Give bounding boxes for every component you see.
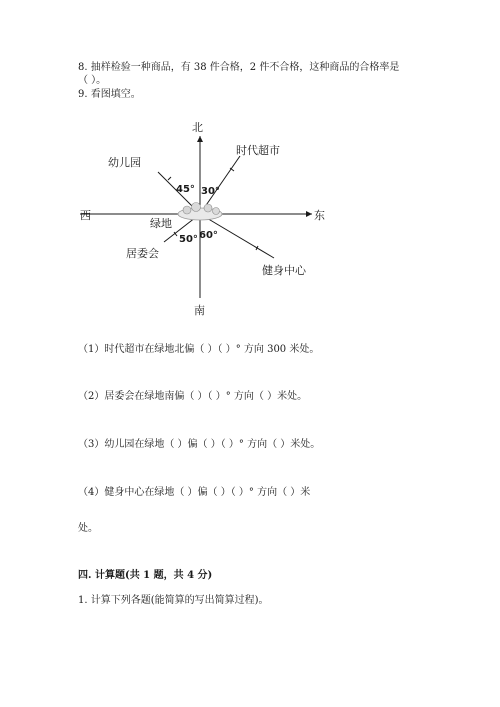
- east-label: 东: [314, 209, 325, 222]
- question-8-text: 8. 抽样检验一种商品，有 38 件合格，2 件不合格，这种商品的合格率是: [78, 62, 400, 73]
- angle-ne-label: 30°: [201, 186, 220, 197]
- south-label: 南: [194, 304, 205, 317]
- question-9-title: 9. 看图填空。: [78, 89, 141, 100]
- section-4-heading: 四. 计算题(共 1 题，共 4 分): [78, 570, 213, 581]
- committee-label: 居委会: [126, 247, 159, 260]
- north-label: 北: [192, 121, 203, 134]
- green-space-icon: [178, 203, 222, 221]
- question-9-sub-4: （4）健身中心在绿地（ ）偏（ ）（ ）° 方向（ ）米: [78, 487, 311, 498]
- question-9-sub-2: （2）居委会在绿地南偏（ ）（ ）° 方向（ ）米处。: [78, 391, 308, 402]
- question-9-sub-3: （3）幼儿园在绿地（ ）偏（ ）（ ）° 方向（ ）米处。: [78, 439, 321, 450]
- direction-diagram: [70, 118, 330, 318]
- center-label: 绿地: [150, 217, 172, 230]
- question-8-answer-blank: （ ）。: [78, 75, 107, 86]
- angle-nw-label: 45°: [176, 184, 195, 195]
- supermarket-label: 时代超市: [236, 144, 280, 157]
- west-label: 西: [80, 209, 91, 222]
- question-9-sub-1: （1）时代超市在绿地北偏（ ）（ ）° 方向 300 米处。: [78, 344, 320, 355]
- angle-se-label: 60°: [199, 230, 218, 241]
- angle-sw-label: 50°: [179, 234, 198, 245]
- kindergarten-label: 幼儿园: [108, 156, 141, 169]
- section-4-question-1: 1. 计算下列各题(能简算的写出简算过程)。: [78, 595, 269, 606]
- fitness-label: 健身中心: [262, 264, 306, 277]
- question-9-sub-4-continued: 处。: [78, 523, 98, 534]
